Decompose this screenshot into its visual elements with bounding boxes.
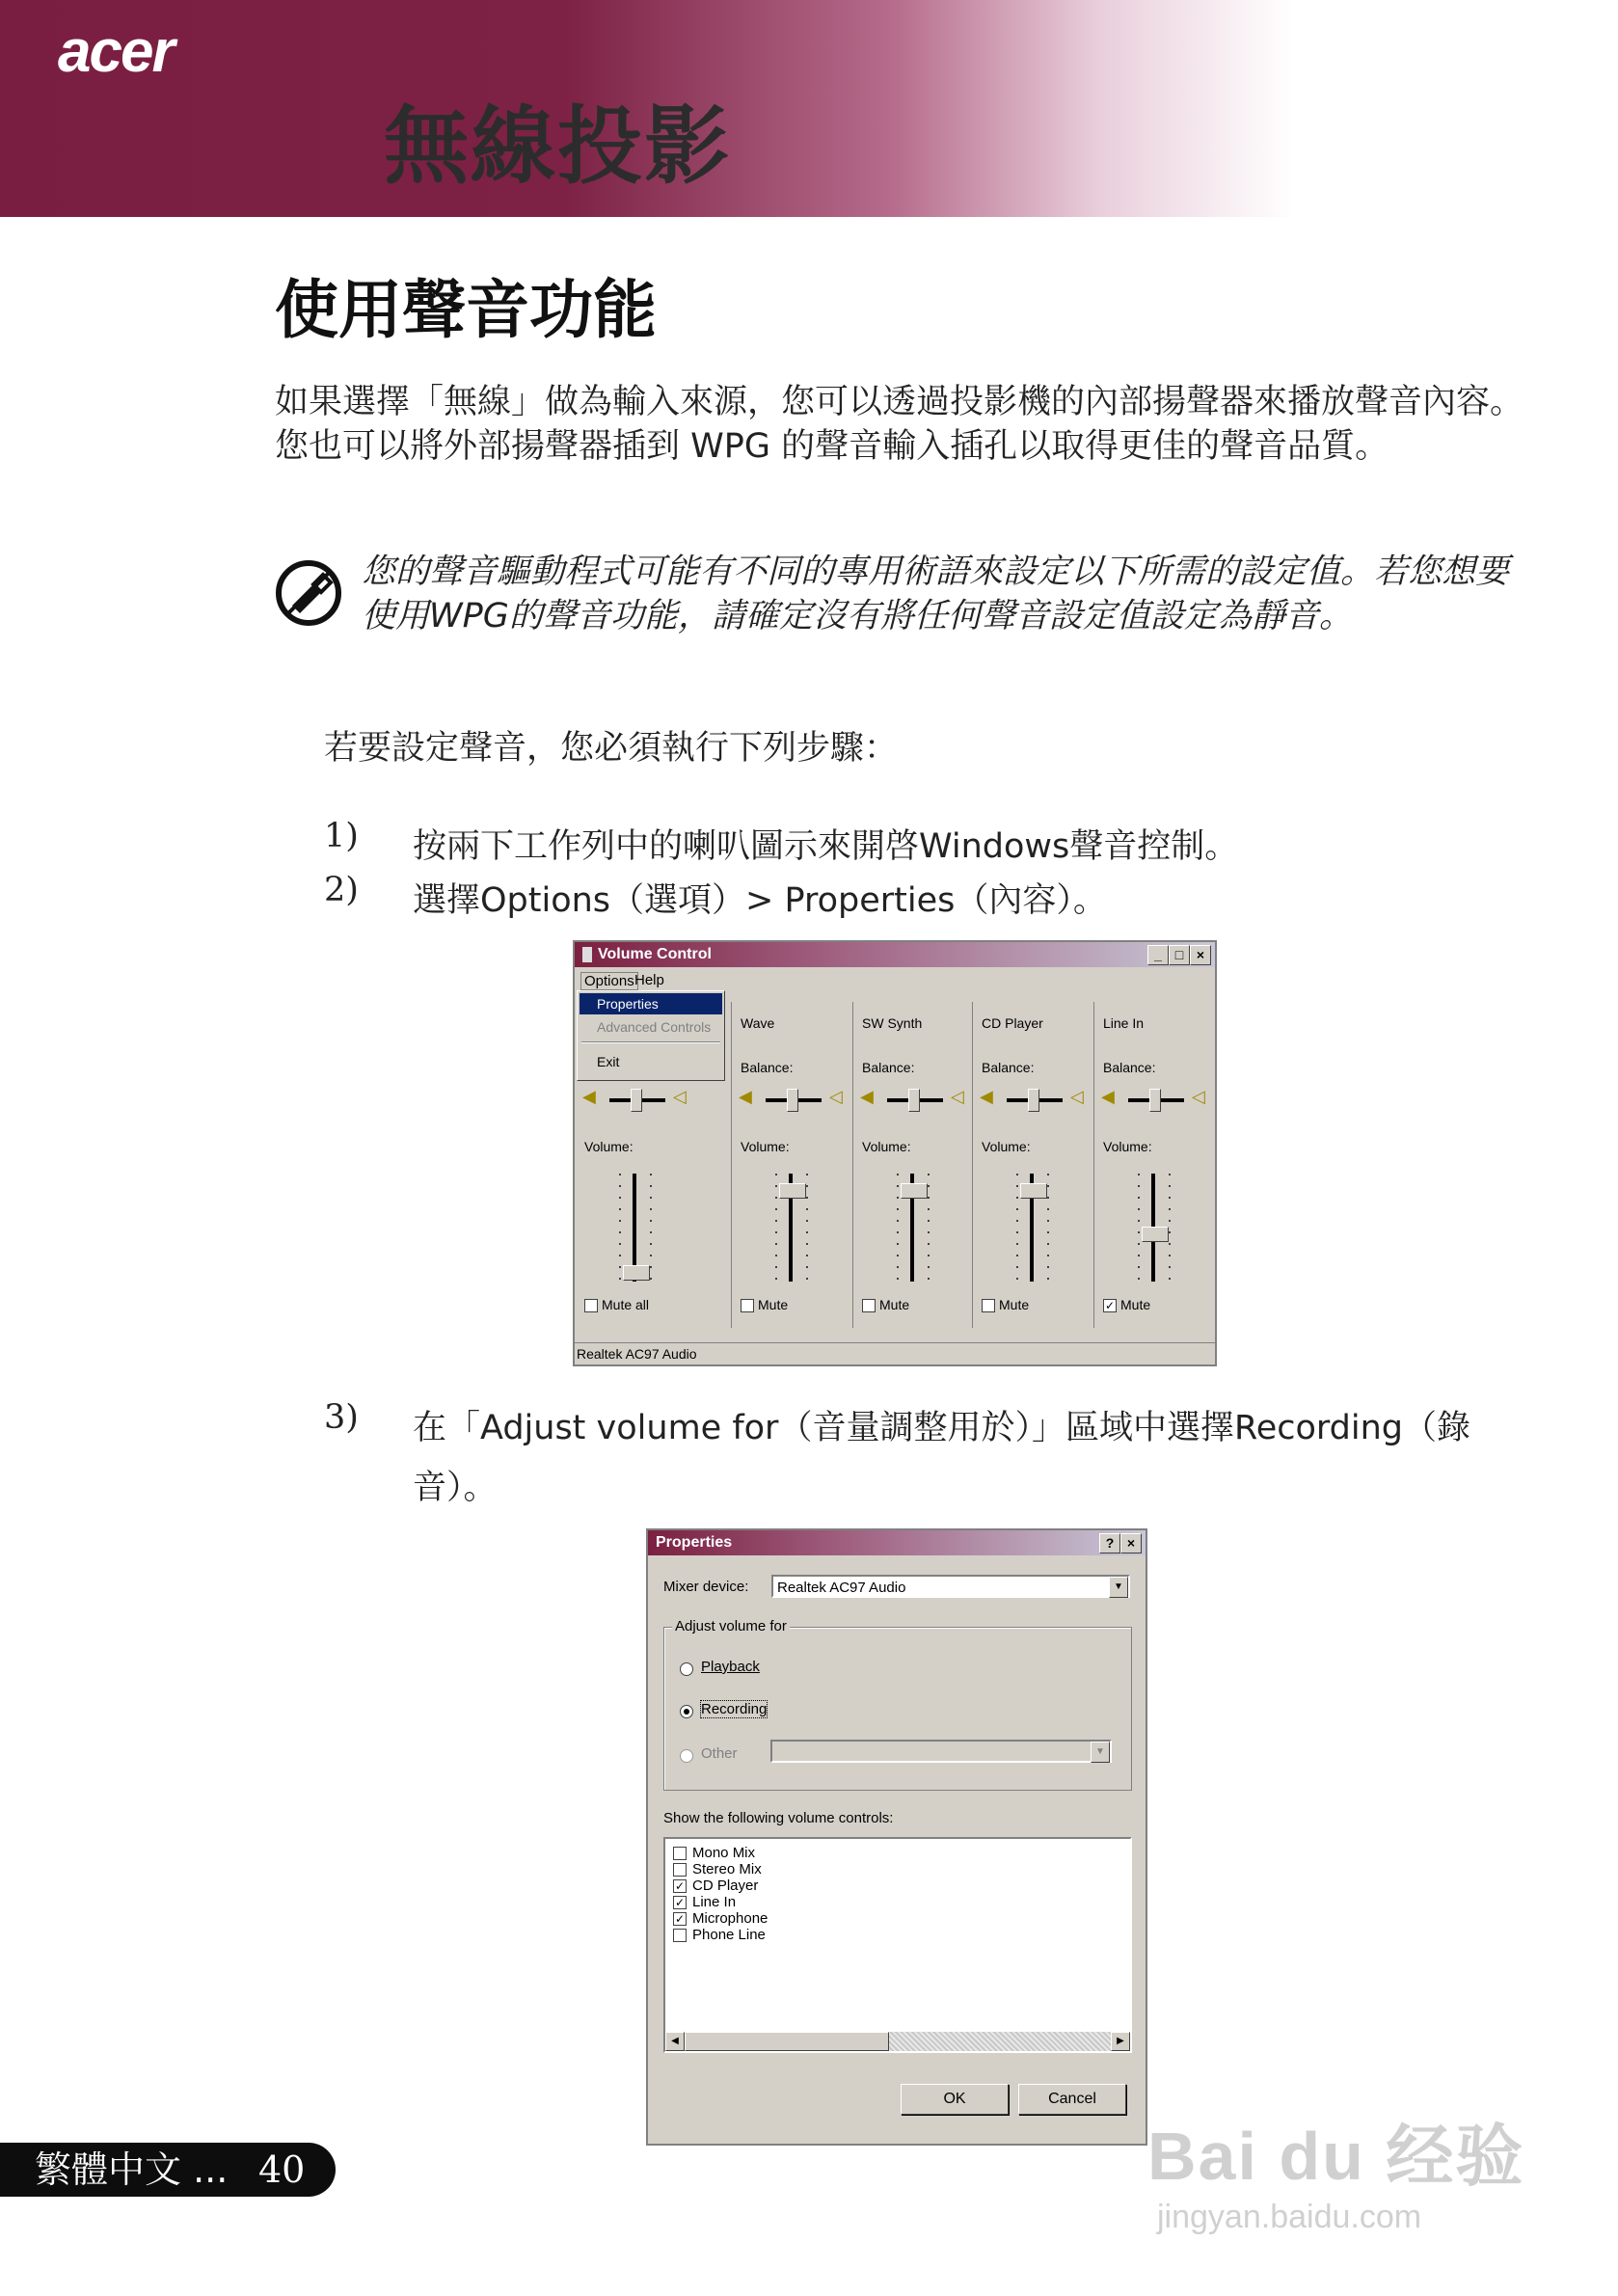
speaker-left-icon: ◀: [980, 1087, 993, 1106]
list-item[interactable]: [673, 1877, 758, 1894]
mute-label: Mute: [999, 1297, 1030, 1312]
adjust-volume-group: [663, 1618, 1132, 1791]
balance-knob[interactable]: [787, 1089, 798, 1112]
speaker-right-icon: ◁: [829, 1087, 843, 1106]
mute-checkbox[interactable]: [584, 1299, 598, 1312]
volume-knob[interactable]: [1020, 1183, 1047, 1199]
checkbox[interactable]: [673, 1847, 687, 1860]
volume-controls-list[interactable]: [663, 1837, 1132, 2053]
mute-checkbox[interactable]: [862, 1299, 876, 1312]
checkbox[interactable]: ✓: [674, 1912, 686, 1927]
volume-knob[interactable]: [623, 1265, 650, 1281]
mute-label: Mute: [1120, 1297, 1151, 1312]
volume-knob[interactable]: [779, 1183, 806, 1199]
channel-sw-synth: [854, 1002, 973, 1328]
channel-name: CD Player: [982, 1015, 1043, 1031]
footer-language: 繁體中文 ...: [35, 2148, 229, 2191]
volume-label: Volume:: [1103, 1139, 1152, 1154]
section-title: 使用聲音功能: [275, 273, 657, 347]
list-item[interactable]: [673, 1927, 766, 1943]
balance-slider[interactable]: [1007, 1098, 1063, 1102]
channel-line-in: [1095, 1002, 1211, 1328]
volume-ticks: [650, 1174, 652, 1282]
horizontal-scrollbar[interactable]: [665, 2032, 1130, 2051]
mute-checkbox[interactable]: [741, 1299, 754, 1312]
adjust-volume-label: Adjust volume for: [672, 1618, 790, 1634]
speaker-left-icon: ◀: [1101, 1087, 1115, 1106]
balance-slider[interactable]: [1128, 1098, 1184, 1102]
mute-toggle[interactable]: [741, 1297, 788, 1312]
scroll-left-icon[interactable]: ◀: [665, 2032, 685, 2051]
volume-knob[interactable]: [1142, 1227, 1169, 1242]
list-item-label: Microphone: [692, 1910, 769, 1927]
balance-label: Balance:: [1103, 1060, 1156, 1075]
mute-label: Mute: [758, 1297, 789, 1312]
scroll-thumb[interactable]: [685, 2032, 889, 2051]
speaker-right-icon: ◁: [1192, 1087, 1205, 1106]
mixer-device-value: Realtek AC97 Audio: [777, 1580, 906, 1596]
steps-lead: 若要設定聲音，您必須執行下列步驟：: [324, 729, 899, 768]
balance-knob[interactable]: [1149, 1089, 1161, 1112]
mute-label: Mute all: [602, 1297, 650, 1312]
mute-label: Mute: [879, 1297, 910, 1312]
acer-logo: acer: [58, 18, 174, 85]
watermark-main: Bai du 经验: [1147, 2119, 1525, 2194]
speaker-right-icon: ◁: [1070, 1087, 1084, 1106]
step-text: 在「Adjust volume for（音量調整用於）」區域中選擇Recording（錄音）。: [413, 1409, 1470, 1507]
volume-knob[interactable]: [901, 1183, 928, 1199]
speaker-right-icon: ◁: [951, 1087, 964, 1106]
volume-label: Volume:: [584, 1139, 634, 1154]
volume-ticks: [897, 1174, 899, 1282]
note-icon: [275, 559, 342, 627]
speaker-right-icon: ◁: [673, 1087, 687, 1106]
show-controls-label: Show the following volume controls:: [663, 1810, 894, 1826]
close-button[interactable]: ×: [1120, 1533, 1142, 1553]
radio-other[interactable]: [680, 1749, 693, 1763]
intro-paragraph: 如果選擇「無線」做為輸入來源，您可以透過投影機的內部揚聲器來播放聲音內容。您也可以將外部揚聲器插到 WPG 的聲音輸入插孔以取得更佳的聲音品質。: [275, 383, 1524, 466]
volume-ticks: [1016, 1174, 1018, 1282]
balance-slider[interactable]: [887, 1098, 943, 1102]
properties-dialog: [646, 1528, 1147, 2146]
status-bar: Realtek AC97 Audio: [575, 1342, 1215, 1364]
page-footer: [0, 2143, 336, 2197]
chapter-title: 無線投影: [384, 96, 732, 196]
close-button[interactable]: ×: [1190, 945, 1211, 965]
volume-label: Volume:: [741, 1139, 790, 1154]
volume-ticks: [806, 1174, 808, 1282]
checkbox[interactable]: [673, 1929, 687, 1942]
balance-label: Balance:: [982, 1060, 1035, 1075]
dialog-title: Properties: [656, 1534, 733, 1551]
menu-item-properties[interactable]: Properties: [580, 993, 722, 1014]
chevron-down-icon[interactable]: ▼: [1091, 1742, 1110, 1763]
list-item-label: Phone Line: [692, 1927, 766, 1943]
mixer-device-label: Mixer device:: [663, 1579, 749, 1595]
list-item-label: Mono Mix: [692, 1845, 756, 1861]
step-text: 選擇Options（選項）> Properties（內容）。: [413, 881, 1107, 920]
chevron-down-icon[interactable]: ▼: [1109, 1577, 1128, 1598]
channel-wave: [733, 1002, 853, 1328]
step-text: 按兩下工作列中的喇叭圖示來開啓Windows聲音控制。: [413, 827, 1239, 866]
speaker-left-icon: ◀: [582, 1087, 596, 1106]
list-item-label: CD Player: [692, 1877, 759, 1894]
list-item[interactable]: [673, 1845, 755, 1861]
window-title: Volume Control: [598, 946, 712, 962]
properties-titlebar: [648, 1530, 1146, 1555]
mute-checkbox[interactable]: [982, 1299, 995, 1312]
list-item[interactable]: [673, 1894, 736, 1910]
volume-ticks: [775, 1174, 777, 1282]
list-item[interactable]: [673, 1910, 768, 1927]
volume-ticks: [1169, 1174, 1171, 1282]
balance-slider[interactable]: [766, 1098, 822, 1102]
radio-playback[interactable]: [680, 1662, 693, 1676]
list-item-label: Line In: [692, 1894, 737, 1910]
balance-knob[interactable]: [631, 1089, 642, 1112]
menu-item-advanced-controls[interactable]: Advanced Controls: [597, 1019, 712, 1035]
radio-other-label: Other: [701, 1745, 738, 1762]
volume-ticks: [1047, 1174, 1049, 1282]
note-text: 您的聲音驅動程式可能有不同的專用術語來設定以下所需的設定值。若您想要使用WPG的聲音功能，請確定沒有將任何聲音設定值設定為靜音。: [362, 553, 1510, 635]
balance-knob[interactable]: [908, 1089, 920, 1112]
channel-name: SW Synth: [862, 1015, 923, 1031]
speaker-left-icon: ◀: [860, 1087, 874, 1106]
mute-toggle[interactable]: [982, 1297, 1029, 1312]
watermark-sub: jingyan.baidu.com: [1157, 2199, 1422, 2235]
channel-name: Wave: [741, 1015, 775, 1031]
volume-control-window: [573, 940, 1217, 1366]
help-button[interactable]: ?: [1099, 1533, 1120, 1553]
page-number: 40: [258, 2148, 306, 2191]
minimize-button[interactable]: _: [1147, 945, 1169, 965]
balance-slider[interactable]: [609, 1098, 665, 1102]
menu-bar: [575, 969, 1215, 990]
maximize-button[interactable]: □: [1169, 945, 1190, 965]
mute-toggle[interactable]: [862, 1297, 909, 1312]
menu-item-exit[interactable]: Exit: [597, 1054, 620, 1069]
mixer-device-select[interactable]: [771, 1575, 1130, 1598]
cancel-button[interactable]: Cancel: [1018, 2084, 1126, 2115]
speaker-left-icon: ◀: [739, 1087, 752, 1106]
checkbox[interactable]: [673, 1863, 687, 1877]
options-dropdown: [577, 990, 725, 1081]
baidu-watermark: [1147, 2083, 1533, 2247]
balance-label: Balance:: [862, 1060, 915, 1075]
scroll-right-icon[interactable]: ▶: [1111, 2032, 1130, 2051]
checkbox[interactable]: ✓: [674, 1879, 686, 1894]
menu-help[interactable]: Help: [634, 972, 664, 988]
checkbox[interactable]: ✓: [674, 1896, 686, 1910]
radio-playback-label: Playback: [701, 1659, 760, 1675]
menu-divider: [581, 1041, 720, 1043]
volume-ticks: [928, 1174, 930, 1282]
radio-recording[interactable]: [680, 1705, 693, 1718]
step-number: 1): [324, 817, 359, 855]
mute-toggle[interactable]: [584, 1297, 649, 1312]
volume-label: Volume:: [862, 1139, 911, 1154]
volume-ticks: [619, 1174, 621, 1282]
menu-options[interactable]: Options: [580, 972, 638, 990]
radio-recording-label: Recording: [701, 1701, 768, 1717]
channel-name: Line In: [1103, 1015, 1145, 1031]
channel-cd-player: [974, 1002, 1094, 1328]
list-item[interactable]: [673, 1861, 762, 1877]
mute-checkbox[interactable]: ✓: [1104, 1299, 1116, 1313]
step-number: 2): [324, 871, 359, 909]
step-number: 3): [324, 1398, 359, 1437]
mute-toggle[interactable]: [1103, 1297, 1150, 1312]
header-band: [0, 0, 1618, 217]
balance-knob[interactable]: [1028, 1089, 1039, 1112]
step-2: [324, 871, 1529, 931]
volume-label: Volume:: [982, 1139, 1031, 1154]
balance-label: Balance:: [741, 1060, 794, 1075]
volume-control-titlebar: [575, 942, 1215, 967]
step-3: [324, 1398, 1529, 1518]
other-device-select[interactable]: [770, 1740, 1112, 1763]
window-icon: [582, 947, 592, 962]
volume-ticks: [1138, 1174, 1140, 1282]
ok-button[interactable]: OK: [901, 2084, 1009, 2115]
list-item-label: Stereo Mix: [692, 1861, 762, 1877]
step-1: [324, 817, 1529, 877]
